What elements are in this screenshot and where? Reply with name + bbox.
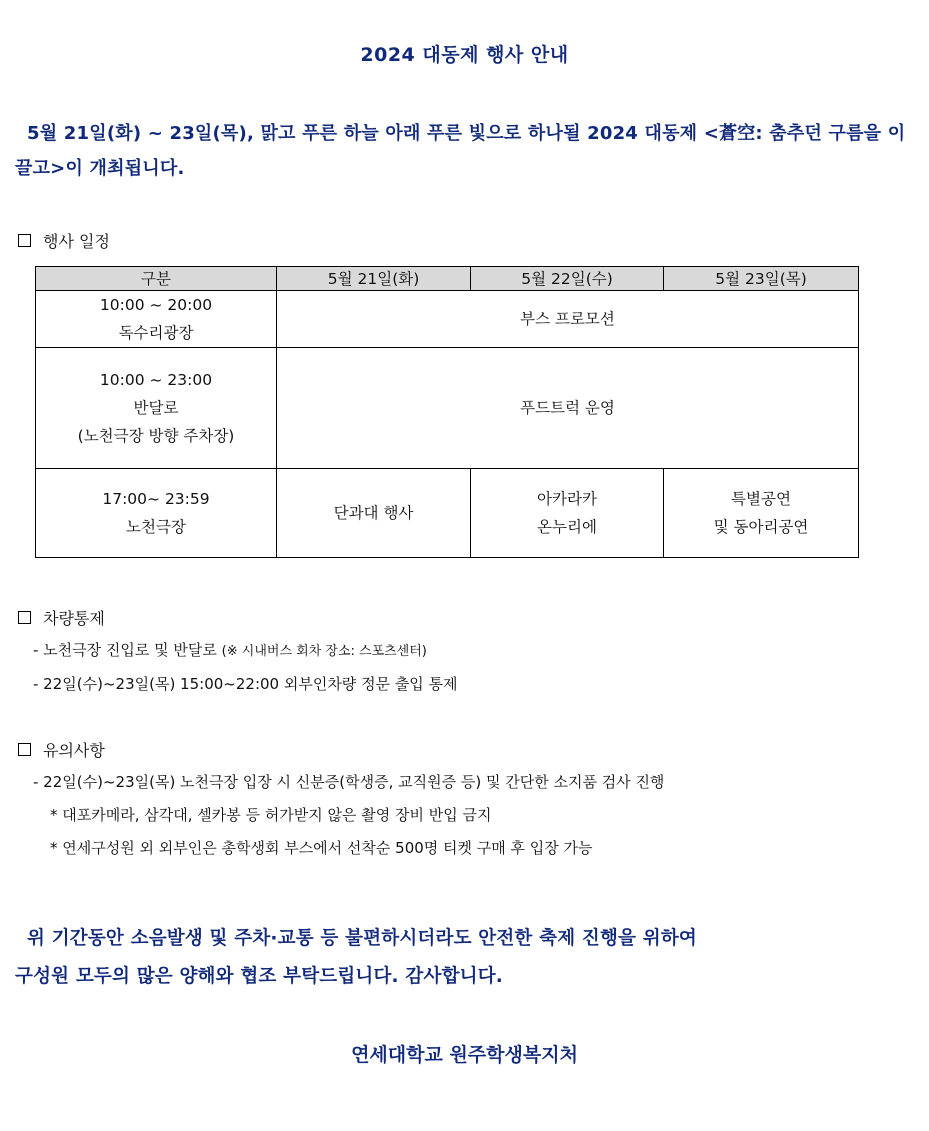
table-header-row xyxy=(36,267,859,291)
event-cell: 부스 프로모션 xyxy=(277,291,859,348)
event-line: 온누리에 xyxy=(537,518,597,536)
event-cell xyxy=(664,469,859,558)
row-category-cell xyxy=(36,469,277,558)
table-row xyxy=(36,348,859,469)
schedule-heading-label: 행사 일정 xyxy=(43,232,110,251)
row-category-cell xyxy=(36,291,277,348)
place-text: 반달로 xyxy=(133,399,179,417)
checkbox-square-icon xyxy=(18,611,31,624)
table-row xyxy=(36,291,859,348)
event-cell: 단과대 행사 xyxy=(277,469,471,558)
closing-line: 구성원 모두의 많은 양해와 협조 부탁드립니다. 감사합니다. xyxy=(15,966,504,987)
traffic-line xyxy=(33,639,427,660)
place-text: 노천극장 xyxy=(126,518,186,536)
closing-line: 위 기간동안 소음발생 및 주차·교통 등 불편하시더라도 안전한 축제 진행을 위하여 xyxy=(27,928,697,949)
place-note-text: (노천극장 방향 주차장) xyxy=(77,427,235,445)
traffic-line-note: (※ 시내버스 회차 장소: 스포츠센터) xyxy=(221,644,427,659)
event-line: 아카라카 xyxy=(537,490,597,508)
event-line: 및 동아리공연 xyxy=(713,518,809,536)
table-row xyxy=(36,469,859,558)
checkbox-square-icon xyxy=(18,743,31,756)
notes-line: * 대포카메라, 삼각대, 셀카봉 등 허가받지 않은 촬영 장비 반입 금지 xyxy=(50,806,492,824)
closing-paragraph xyxy=(15,920,915,996)
schedule-heading xyxy=(18,229,110,252)
signature: 연세대학교 원주학생복지처 xyxy=(351,1044,578,1066)
event-cell: 푸드트럭 운영 xyxy=(277,348,859,469)
intro-paragraph: 5월 21일(화) ~ 23일(목), 맑고 푸른 하늘 아래 푸른 빛으로 하나될 2024 대동제 <蒼空: 춤추던 구름을 이끌고>이 개최됩니다. xyxy=(15,123,906,179)
traffic-heading-label: 차량통제 xyxy=(43,609,105,628)
time-text: 17:00~ 23:59 xyxy=(102,490,210,508)
table-header-cell: 5월 21일(화) xyxy=(277,267,471,291)
schedule-table xyxy=(35,266,859,558)
notes-line: - 22일(수)~23일(목) 노천극장 입장 시 신분증(학생증, 교직원증 등) 및 간단한 소지품 검사 진행 xyxy=(33,773,665,791)
traffic-heading xyxy=(18,606,105,629)
table-header-cell: 5월 22일(수) xyxy=(471,267,664,291)
table-header-cell: 구분 xyxy=(36,267,277,291)
time-text: 10:00 ~ 20:00 xyxy=(99,296,213,314)
event-line: 특별공연 xyxy=(731,490,791,508)
time-text: 10:00 ~ 23:00 xyxy=(99,371,213,389)
notes-line: * 연세구성원 외 외부인은 총학생회 부스에서 선착순 500명 티켓 구매 후 입장 가능 xyxy=(50,839,593,857)
page-title: 2024 대동제 행사 안내 xyxy=(360,44,569,66)
table-header-cell: 5월 23일(목) xyxy=(664,267,859,291)
traffic-line: - 22일(수)~23일(목) 15:00~22:00 외부인차량 정문 출입 통제 xyxy=(33,675,458,693)
notes-heading-label: 유의사항 xyxy=(43,741,105,760)
traffic-line-text: - 노천극장 진입로 및 반달로 xyxy=(33,641,217,659)
event-cell xyxy=(471,469,664,558)
place-text: 독수리광장 xyxy=(118,324,194,342)
notes-heading xyxy=(18,738,105,761)
checkbox-square-icon xyxy=(18,234,31,247)
row-category-cell xyxy=(36,348,277,469)
